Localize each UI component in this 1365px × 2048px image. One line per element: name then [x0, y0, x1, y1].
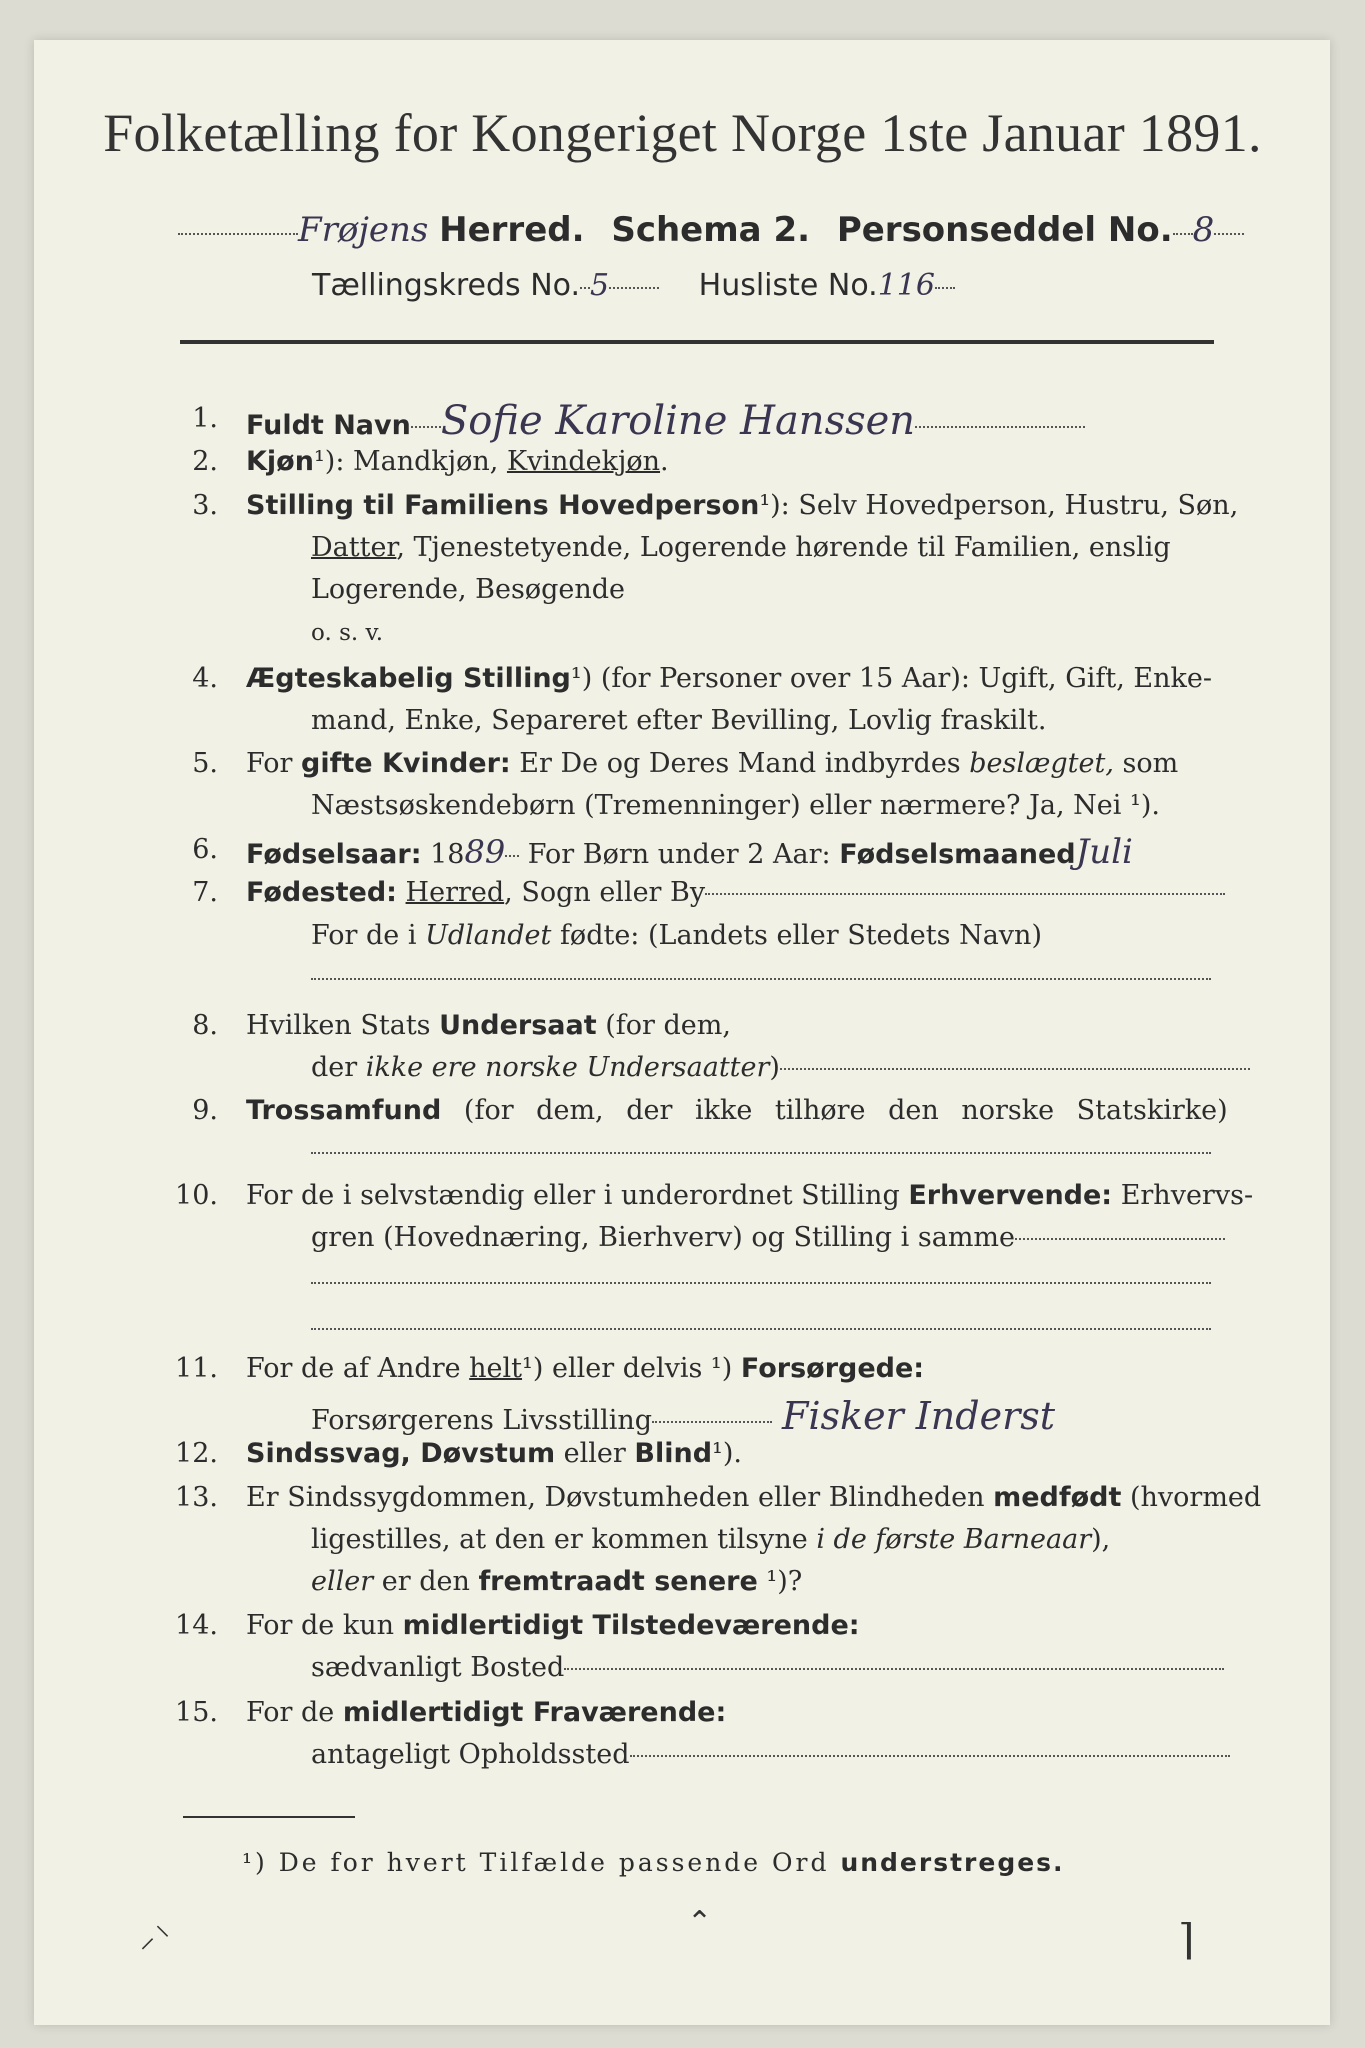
- herred-label: Herred.: [439, 210, 585, 250]
- q11-line1: [246, 1353, 924, 1385]
- q7-number: 7.: [192, 877, 218, 908]
- taellingskreds-value: 5: [590, 268, 610, 303]
- q11-line2: [311, 1394, 1055, 1440]
- header-rule: [180, 340, 1214, 344]
- q2-number: 2.: [192, 446, 218, 477]
- footnote-rule: [183, 1816, 355, 1818]
- stray-mark-center: ⌃: [687, 1905, 713, 1940]
- footnote-text: ¹) De for hvert Tilfælde passende Ord: [242, 1848, 841, 1877]
- q14-label: midlertidigt Tilstedeværende:: [402, 1610, 860, 1641]
- q14-number: 14.: [175, 1610, 218, 1641]
- q1-answer: Sofie Karoline Hanssen: [440, 398, 916, 444]
- q6-month: Juli: [1075, 832, 1133, 872]
- q11-label: Forsørgede:: [740, 1353, 925, 1384]
- q3-text1: ¹): Selv Hovedperson, Hustru, Søn,: [759, 490, 1239, 521]
- q3-line2: [311, 532, 1171, 564]
- q1-number: 1.: [192, 403, 218, 434]
- q14-line1: [246, 1610, 860, 1642]
- q5-pre: For: [246, 748, 302, 779]
- q8-text2c: ): [769, 1052, 780, 1083]
- q10-text1a: For de i selvstændig eller i underordnet Stilling: [246, 1180, 909, 1211]
- q12-text: eller: [555, 1438, 635, 1469]
- q5-text1b: beslægtet,: [969, 748, 1114, 779]
- q13-text2b: i de første Barneaar: [816, 1524, 1092, 1555]
- q14-line2: [311, 1652, 1224, 1684]
- q2-sup: ¹: [313, 446, 325, 477]
- q7-line1: [246, 877, 1225, 909]
- q6-year: 89: [464, 833, 506, 871]
- q4-label: Ægteskabelig Stilling: [246, 663, 571, 694]
- q12-end: ¹).: [712, 1438, 742, 1469]
- q13-number: 13.: [175, 1482, 218, 1513]
- q5-text1a: Er De og Deres Mand indbyrdes: [510, 748, 970, 779]
- q1-label: Fuldt Navn: [246, 410, 411, 441]
- q13-text2a: ligestilles, at den er kommen tilsyne: [311, 1524, 817, 1555]
- q13-label: medfødt: [993, 1482, 1122, 1513]
- q7-label: Fødested:: [246, 877, 397, 908]
- q15-text1a: For de: [246, 1697, 343, 1728]
- q11-selected: helt: [469, 1353, 523, 1384]
- personseddel-value: 8: [1192, 210, 1215, 250]
- q14-text1a: For de kun: [246, 1610, 403, 1641]
- footnote-bold: understreges.: [840, 1848, 1065, 1877]
- q13-label2: fremtraadt senere: [478, 1566, 758, 1597]
- q2-label: Kjøn: [246, 446, 314, 477]
- q6-label2: Fødselsmaaned: [839, 839, 1076, 870]
- stray-mark-right: ⌉: [1178, 1915, 1195, 1964]
- q3-line3: Logerende, Besøgende: [311, 574, 625, 605]
- q7-selected: Herred: [405, 877, 505, 908]
- q10-dotted-line-1: [311, 1282, 1211, 1284]
- q12-label: Sindssvag, Døvstum: [246, 1438, 556, 1469]
- personseddel-label: Personseddel No.: [836, 210, 1173, 250]
- q9-text: (for dem, der ikke tilhøre den norske Statskirke): [441, 1095, 1228, 1126]
- q13-text3c: ¹)?: [757, 1566, 803, 1597]
- q9-label: Trossamfund: [246, 1095, 442, 1126]
- form-title: Folketælling for Kongeriget Norge 1ste Januar 1891.: [103, 103, 1262, 163]
- q10-text2: gren (Hovednæring, Bierhverv) og Stilling i samme: [311, 1222, 1016, 1253]
- q15-line1: [246, 1697, 726, 1729]
- q8-line2: [311, 1052, 1250, 1084]
- q3-text2: , Tjenestetyende, Logerende hørende til Familien, enslig: [396, 532, 1171, 563]
- q10-text1b: Erhvervs-: [1112, 1180, 1254, 1211]
- q8-text2a: der: [311, 1052, 366, 1083]
- q10-dotted-line-2: [311, 1328, 1211, 1330]
- q13-text3a: eller: [311, 1566, 374, 1597]
- q4-number: 4.: [192, 663, 218, 694]
- herred-value: Frøjens: [298, 210, 429, 250]
- q7-text2a: For de i: [311, 920, 426, 951]
- q13-line3: [311, 1566, 802, 1598]
- taellingskreds-line: [312, 268, 955, 304]
- q13-line1: [246, 1482, 1261, 1514]
- q6-label: Fødselsaar:: [246, 839, 422, 870]
- q5-line1: [246, 748, 1178, 780]
- stray-mark-left: ⸝⸌: [140, 1920, 170, 1955]
- q4-text1: ¹) (for Personer over 15 Aar): Ugift, Gift, Enke-: [570, 663, 1212, 694]
- q10-number: 10.: [175, 1180, 218, 1211]
- footnote: [242, 1848, 1065, 1878]
- q9-number: 9.: [192, 1095, 218, 1126]
- q5-number: 5.: [192, 748, 218, 779]
- q15-text2: antageligt Opholdssted: [311, 1739, 630, 1770]
- q13-text2c: ),: [1091, 1524, 1111, 1555]
- q3-line4: o. s. v.: [311, 620, 384, 646]
- husliste-label: Husliste No.: [698, 268, 878, 303]
- q3-selected: Datter: [311, 532, 397, 563]
- q6-number: 6.: [192, 834, 218, 865]
- q7-line2: [311, 920, 1042, 952]
- q8-number: 8.: [192, 1010, 218, 1041]
- q15-number: 15.: [175, 1697, 218, 1728]
- husliste-value: 116: [877, 268, 935, 303]
- q14-text2: sædvanligt Bosted: [311, 1652, 565, 1683]
- q1-line: [246, 397, 1085, 445]
- q5-label: gifte Kvinder:: [301, 748, 511, 779]
- q8-text1b: (for dem,: [596, 1010, 731, 1041]
- q11-text1a: For de af Andre: [246, 1353, 470, 1384]
- q13-text1a: Er Sindssygdommen, Døvstumheden eller Blindheden: [246, 1482, 994, 1513]
- q13-text3b: er den: [373, 1566, 479, 1597]
- q7-dotted-line: [311, 978, 1211, 980]
- q12-line: [246, 1438, 742, 1470]
- q13-text1b: (hvormed: [1121, 1482, 1262, 1513]
- q15-line2: [311, 1739, 1230, 1771]
- q6-prefix: 18: [421, 839, 465, 870]
- q8-label: Undersaat: [439, 1010, 597, 1041]
- q7-text: , Sogn eller By: [504, 877, 706, 908]
- q9-line: [246, 1095, 1228, 1127]
- q2-end: .: [660, 446, 669, 477]
- q15-label: midlertidigt Fraværende:: [342, 1697, 727, 1728]
- q3-line1: [246, 490, 1238, 522]
- q7-text2b: Udlandet: [425, 920, 552, 951]
- q7-text2c: fødte: (Landets eller Stedets Navn): [551, 920, 1042, 951]
- herred-line: [178, 210, 1244, 251]
- schema-label: Schema 2.: [611, 210, 811, 250]
- q12-label2: Blind: [634, 1438, 713, 1469]
- q8-line1: [246, 1010, 731, 1042]
- q12-number: 12.: [175, 1438, 218, 1469]
- taellingskreds-label: Tællingskreds No.: [312, 268, 580, 303]
- q5-text1c: som: [1113, 748, 1179, 779]
- q11-text1b: ¹) eller delvis ¹): [522, 1353, 741, 1384]
- q6-line: [246, 832, 1133, 873]
- q3-label: Stilling til Familiens Hovedperson: [246, 490, 760, 521]
- q2-selected: Kvindekjøn: [506, 446, 661, 477]
- q8-text1a: Hvilken Stats: [246, 1010, 440, 1041]
- q2-line: [246, 446, 669, 478]
- q10-label: Erhvervende:: [908, 1180, 1113, 1211]
- q4-line2: mand, Enke, Separeret efter Bevilling, Lovlig fraskilt.: [311, 705, 1047, 736]
- q11-text2: Forsørgerens Livsstilling: [311, 1405, 653, 1436]
- q2-text: ): Mandkjøn,: [324, 446, 507, 477]
- q13-line2: [311, 1524, 1110, 1556]
- q6-mid: For Børn under 2 Aar:: [519, 839, 840, 870]
- q4-line1: [246, 663, 1212, 695]
- q10-line2: [311, 1222, 1225, 1254]
- q11-number: 11.: [175, 1353, 218, 1384]
- q11-answer: Fisker Inderst: [782, 1394, 1056, 1438]
- q8-text2b: ikke ere norske Undersaatter: [365, 1052, 770, 1083]
- q5-line2: Næstsøskendebørn (Tremenninger) eller nærmere? Ja, Nei ¹).: [311, 790, 1160, 821]
- q3-number: 3.: [192, 490, 218, 521]
- q10-line1: [246, 1180, 1253, 1212]
- q9-dotted-line: [311, 1152, 1211, 1154]
